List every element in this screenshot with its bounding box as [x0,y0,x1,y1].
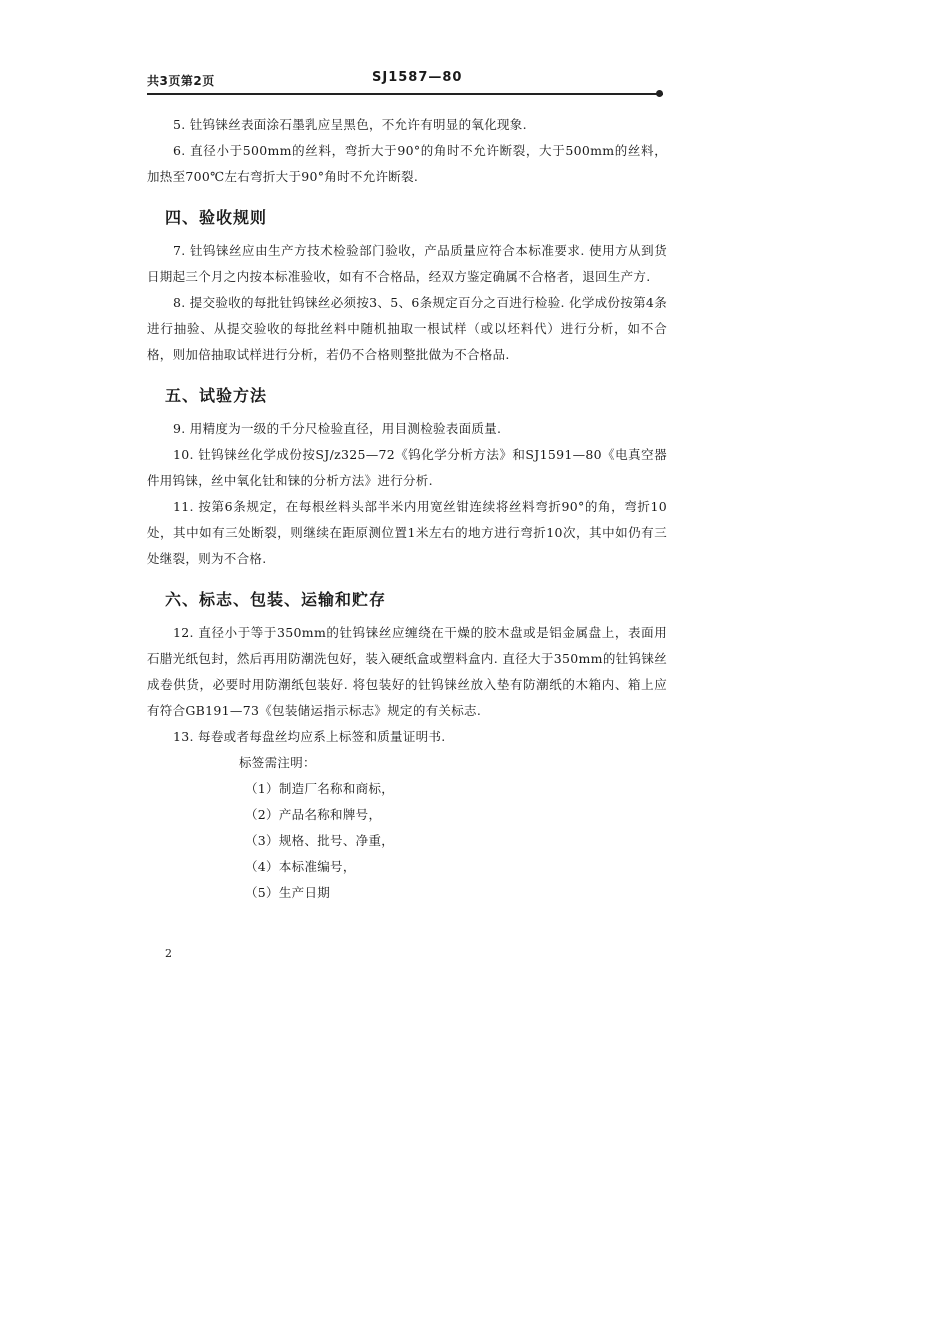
header-rule [147,93,663,95]
clause-9: 9. 用精度为一级的千分尺检验直径，用目测检验表面质量. [173,421,502,436]
label-item: （2）产品名称和牌号， [245,807,382,822]
clause-8: 8. 提交验收的每批钍钨铼丝必须按3、5、6条规定百分之百进行检验. 化学成份按第4条进行抽验、从提交验收的每批丝料中随机抽取一根试样（或以坯料代）进行分析，如不合格，则加倍抽取试样进行分析，若仍不合格则整批做为不合格品. [147,295,667,362]
page-info: 共3页第2页 [147,74,215,88]
section-4-title: 四、验收规则 [165,208,268,227]
label-item: （3）规格、批号、净重， [245,833,395,848]
clause-6: 6. 直径小于500mm的丝料，弯折大于90°的角时不允许断裂，大于500mm的丝料，加热至700℃左右弯折大于90°角时不允许断裂. [147,143,667,184]
label-intro: 标签需注明： [239,755,316,770]
clause-13: 13. 每卷或者每盘丝均应系上标签和质量证明书. [173,729,446,744]
label-item: （5）生产日期 [245,885,331,900]
label-item: （1）制造厂名称和商标， [245,781,395,796]
page-number: 2 [165,947,172,960]
clause-11: 11. 按第6条规定，在每根丝料头部半米内用宽丝钳连续将丝料弯折90°的角，弯折10处，其中如有三处断裂，则继续在距原测位置1米左右的地方进行弯折10次，其中如仍有三处继裂，则为不合格. [147,499,667,566]
label-item: （4）本标准编号， [245,859,356,874]
clause-5: 5. 钍钨铼丝表面涂石墨乳应呈黑色，不允许有明显的氧化现象. [173,117,527,132]
page-header [147,68,662,90]
standard-number: SJ1587—80 [372,70,463,85]
section-6-title: 六、标志、包装、运输和贮存 [165,590,387,609]
header-rule-end-dot [656,90,663,97]
clause-7: 7. 钍钨铼丝应由生产方技术检验部门验收，产品质量应符合本标准要求. 使用方从到货日期起三个月之内按本标准验收，如有不合格品，经双方鉴定确属不合格者，退回生产方. [147,243,667,284]
body-content [147,112,667,906]
clause-10: 10. 钍钨铼丝化学成份按SJ/z325—72《钨化学分析方法》和SJ1591—80《电真空器件用钨铼，丝中氧化钍和铼的分析方法》进行分析. [147,447,667,488]
clause-12: 12. 直径小于等于350mm的钍钨铼丝应缠绕在干燥的胶木盘或是铝金属盘上，表面用石腊光纸包封，然后再用防潮洗包好，装入硬纸盒或塑料盒内. 直径大于350mm的钍钨铼丝成卷供货，必要时用防潮纸包装好. 将包装好的钍钨铼丝放入垫有防潮纸的木箱内、箱上应有符合GB191—73《包装储运指示标志》规定的有关标志. [147,625,667,718]
section-5-title: 五、试验方法 [165,386,268,405]
